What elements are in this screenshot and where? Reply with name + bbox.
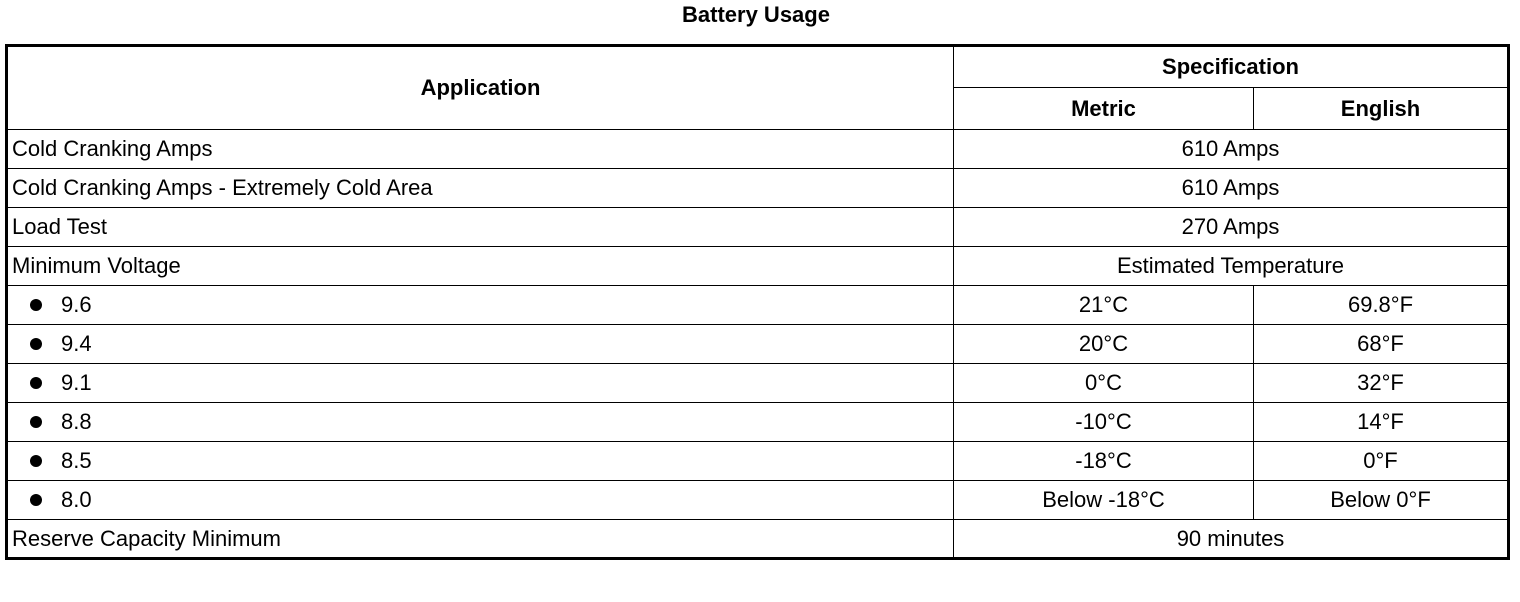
table-row xyxy=(7,130,1509,169)
header-specification: Specification xyxy=(954,46,1509,88)
header-metric: Metric xyxy=(954,88,1254,130)
english-cell: 14°F xyxy=(1254,403,1509,442)
table-row xyxy=(7,520,1509,559)
value-cell: 270 Amps xyxy=(954,208,1509,247)
header-application: Application xyxy=(7,46,954,130)
voltage-value: 9.6 xyxy=(61,292,92,317)
metric-cell: 0°C xyxy=(954,364,1254,403)
bullet-icon xyxy=(30,299,42,311)
metric-cell: Below -18°C xyxy=(954,481,1254,520)
voltage-value: 9.1 xyxy=(61,370,92,395)
voltage-row xyxy=(7,403,1509,442)
voltage-row xyxy=(7,442,1509,481)
application-cell: Reserve Capacity Minimum xyxy=(7,520,954,559)
voltage-row xyxy=(7,286,1509,325)
voltage-row xyxy=(7,481,1509,520)
application-cell: Minimum Voltage xyxy=(7,247,954,286)
value-cell: 610 Amps xyxy=(954,130,1509,169)
table-row xyxy=(7,169,1509,208)
english-cell: 68°F xyxy=(1254,325,1509,364)
header-english: English xyxy=(1254,88,1509,130)
bullet-icon xyxy=(30,416,42,428)
metric-cell: -18°C xyxy=(954,442,1254,481)
metric-cell: 21°C xyxy=(954,286,1254,325)
english-cell: 32°F xyxy=(1254,364,1509,403)
english-cell: Below 0°F xyxy=(1254,481,1509,520)
voltage-value: 8.8 xyxy=(61,409,92,434)
voltage-row xyxy=(7,364,1509,403)
voltage-value: 9.4 xyxy=(61,331,92,356)
voltage-value: 8.0 xyxy=(61,487,92,512)
voltage-row xyxy=(7,325,1509,364)
table-title: Battery Usage xyxy=(682,2,830,27)
battery-usage-table xyxy=(5,44,1510,560)
application-cell: Load Test xyxy=(7,208,954,247)
application-cell: Cold Cranking Amps - Extremely Cold Area xyxy=(7,169,954,208)
value-cell: 610 Amps xyxy=(954,169,1509,208)
voltage-value: 8.5 xyxy=(61,448,92,473)
bullet-icon xyxy=(30,455,42,467)
bullet-icon xyxy=(30,377,42,389)
table-row xyxy=(7,247,1509,286)
metric-cell: 20°C xyxy=(954,325,1254,364)
value-cell: Estimated Temperature xyxy=(954,247,1509,286)
metric-cell: -10°C xyxy=(954,403,1254,442)
bullet-icon xyxy=(30,338,42,350)
value-cell: 90 minutes xyxy=(954,520,1509,559)
bullet-icon xyxy=(30,494,42,506)
application-cell: Cold Cranking Amps xyxy=(7,130,954,169)
english-cell: 0°F xyxy=(1254,442,1509,481)
table-row xyxy=(7,208,1509,247)
english-cell: 69.8°F xyxy=(1254,286,1509,325)
